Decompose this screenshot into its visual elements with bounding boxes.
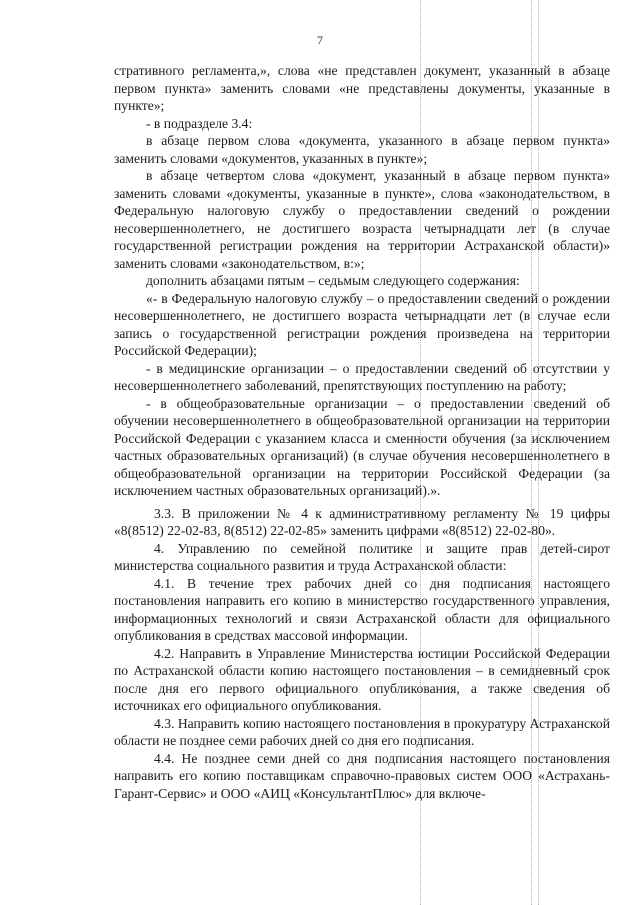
paragraph-fourth-abzats: в абзаце четвертом слова «документ, указанный в абзаце первом пункта» заменить словами «документы, указанные в пункте», слова «законодательством, в Федеральную налоговую службу о предоставлении сведений о рождении несовершеннолетнего, не достигшего возраста четырнадцати лет (в случае государственной регистрации рождения на территории Астраханской области)» заменить словами «законодательством, в:»; <box>114 168 610 271</box>
paragraph-add-abzatsy: дополнить абзацами пятым – седьмым следующего содержания: <box>146 273 520 288</box>
paragraph-education-orgs: - в общеобразовательные организации – о предоставлении сведений об обучении несовершеннолетнего в общеобразовательной организации на территории Российской Федерации с указанием класса и сменности обучения (за исключением частных образовательных организаций) (в случае обучения несовершеннолетнего в общеобразовательной организации на территории Российской Федерации (за исключением частных образовательных организаций).». <box>114 395 610 498</box>
paragraph-4: 4. Управлению по семейной политике и защите прав детей-сирот министерства социального развития и труда Астраханской области: <box>114 540 610 573</box>
paragraph-4-1: 4.1. В течение трех рабочих дней со дня подписания настоящего постановления направить его копию в министерство государственного управления, информационных технологий и связи Астраханской области для официального опубликования в средствах массовой информации. <box>114 575 610 643</box>
paragraph-tax-service: «- в Федеральную налоговую службу – о предоставлении сведений о рождении несовершеннолетнего, не достигшего возраста четырнадцати лет (в случае если запись о государственной регистрации рождения произведена на территории Российской Федерации); <box>114 290 610 358</box>
paragraph-subsection-3-4: - в подразделе 3.4: <box>146 115 253 131</box>
document-body <box>114 62 610 802</box>
page-number: 7 <box>317 33 323 47</box>
paragraph-regulation-continuation: стративного регламента,», слова «не представлен документ, указанный в абзаце первом пункта» заменить словами «не представлены документы, указанные в пункте»; <box>114 63 610 113</box>
paragraph-medical-orgs: - в медицинские организации – о предоставлении сведений об отсутствии у несовершеннолетнего заболеваний, препятствующих поступлению на работу; <box>114 360 610 393</box>
paragraph-4-4: 4.4. Не позднее семи дней со дня подписания настоящего постановления направить его копию поставщикам справочно-правовых систем ООО «Астрахань-Гарант-Сервис» и ООО «АИЦ «КонсультантПлюс» для включе- <box>114 750 610 801</box>
paragraph-first-abzats: в абзаце первом слова «документа, указанного в абзаце первом пункта» заменить словами «документов, указанных в пункте»; <box>114 133 610 166</box>
paragraph-4-3: 4.3. Направить копию настоящего постановления в прокуратуру Астраханской области не позднее семи рабочих дней со дня его подписания. <box>114 715 610 748</box>
paragraph-4-2: 4.2. Направить в Управление Министерства юстиции Российской Федерации по Астраханской области копию настоящего постановления – в семидневный срок после дня его первого официального опубликования, а также сведения об источниках его официального опубликования. <box>114 645 610 713</box>
paragraph-3-3: 3.3. В приложении № 4 к административному регламенту № 19 цифры «8(8512) 22-02-83, 8(8512) 22-02-85» заменить цифрами «8(8512) 22-02-80». <box>114 505 610 538</box>
